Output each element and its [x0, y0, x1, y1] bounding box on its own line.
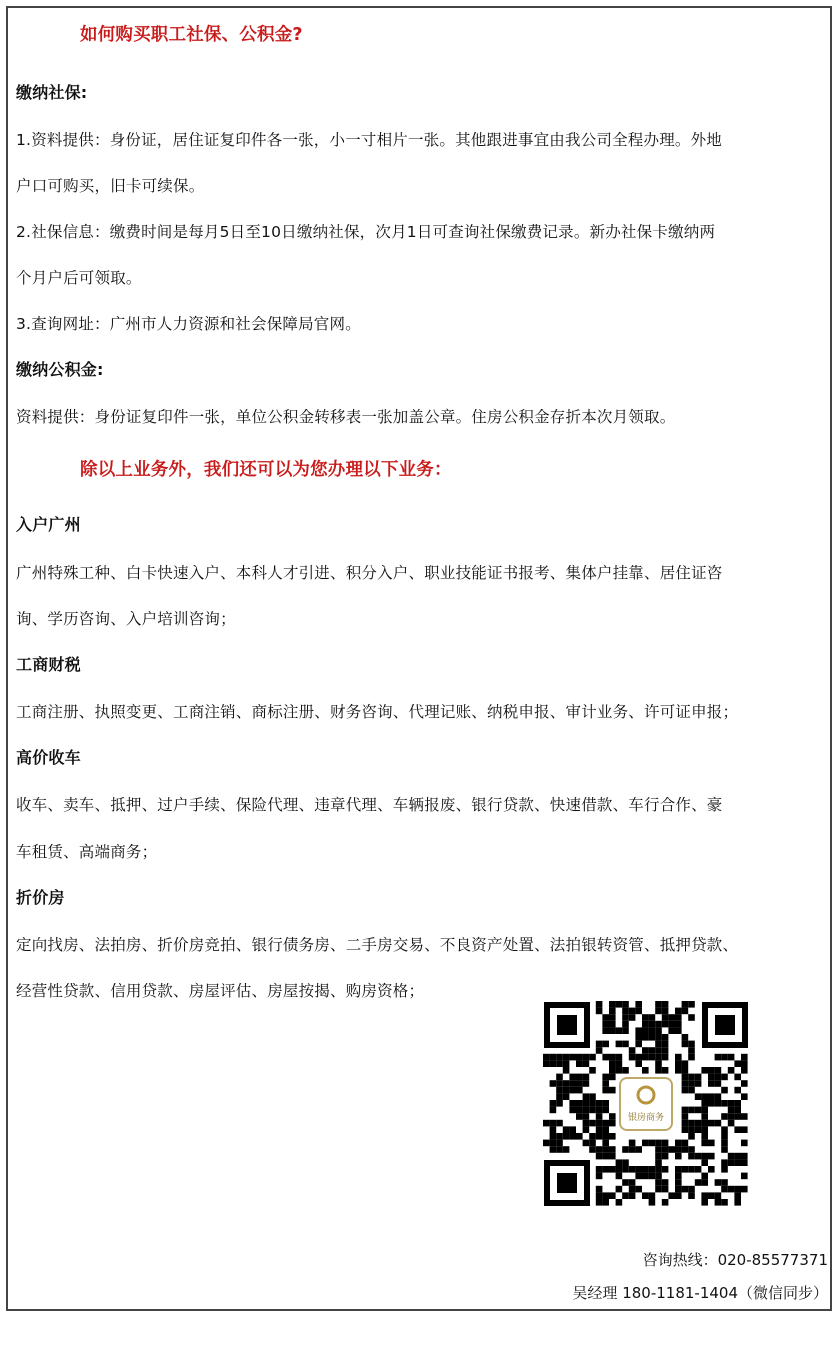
social-line: 3.查询网址：广州市人力资源和社会保障局官网。	[16, 315, 361, 333]
fund-heading: 缴纳公积金:	[16, 360, 104, 379]
qr-code-icon	[540, 998, 752, 1210]
section-line: 定向找房、法拍房、折价房竞拍、银行债务房、二手房交易、不良资产处置、法拍银转资管、抵押贷款、	[16, 936, 739, 954]
social-line: 2.社保信息：缴费时间是每月5日至10日缴纳社保，次月1日可查询社保缴费记录。新办社保卡缴纳两	[16, 223, 716, 241]
section-line: 广州特殊工种、白卡快速入户、本科人才引进、积分入户、职业技能证书报考、集体户挂靠、居住证咨	[16, 564, 723, 582]
section-heading: 高价收车	[16, 748, 81, 767]
services-title: 除以上业务外，我们还可以为您办理以下业务：	[80, 460, 452, 480]
section-line: 车租赁、高端商务；	[16, 843, 158, 861]
social-heading: 缴纳社保:	[16, 83, 88, 102]
section-line: 经营性贷款、信用贷款、房屋评估、房屋按揭、购房资格；	[16, 982, 425, 1000]
section-line: 工商注册、执照变更、工商注销、商标注册、财务咨询、代理记账、纳税申报、审计业务、许可证申报；	[16, 703, 739, 721]
fund-line: 资料提供：身份证复印件一张，单位公积金转移表一张加盖公章。住房公积金存折本次月领取。	[16, 408, 676, 426]
section-heading: 入户广州	[16, 515, 81, 534]
section-heading: 工商财税	[16, 655, 81, 674]
social-line: 1.资料提供：身份证，居住证复印件各一张，小一寸相片一张。其他跟进事宜由我公司全程办理。外地	[16, 131, 722, 149]
section-line: 收车、卖车、抵押、过户手续、保险代理、违章代理、车辆报废、银行贷款、快速借款、车行合作、豪	[16, 796, 723, 814]
page-title: 如何购买职工社保、公积金?	[80, 25, 303, 45]
qr-logo-label: 银房商务	[627, 1113, 665, 1123]
social-line: 个月户后可领取。	[16, 269, 142, 287]
social-line: 户口可购买，旧卡可续保。	[16, 177, 205, 195]
section-heading: 折价房	[16, 888, 65, 907]
manager-contact: 吴经理 180-1181-1404（微信同步）	[572, 1284, 828, 1302]
hotline-text: 咨询热线：020-85577371	[642, 1251, 828, 1269]
section-line: 询、学历咨询、入户培训咨询；	[16, 610, 236, 628]
